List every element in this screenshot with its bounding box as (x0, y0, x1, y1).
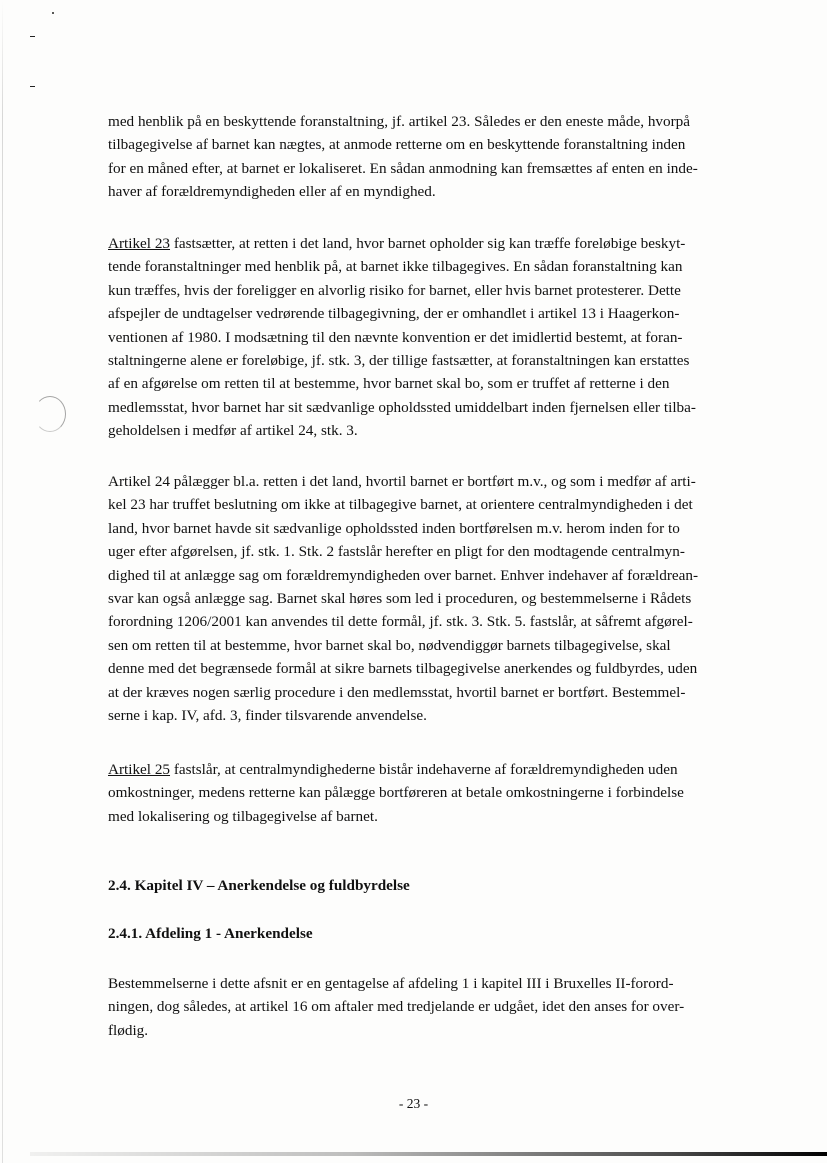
text-line: forordning 1206/2001 kan anvendes til dette formål, jf. stk. 3. Stk. 5. fastslår, at såfremt afgørel- (108, 613, 693, 631)
paragraph-artikel-24 (108, 470, 760, 727)
punch-hole-mark (34, 396, 66, 432)
page-number: - 23 - (398, 1096, 429, 1111)
text-line (108, 758, 760, 781)
paragraph-artikel-25 (108, 758, 760, 828)
text-line: uger efter afgørelsen, jf. stk. 1. Stk. 2 fastslår herefter en pligt for den modtagende centralmyn- (108, 543, 685, 561)
bottom-scan-edge (30, 1152, 827, 1156)
text-line (108, 232, 760, 255)
text-line: Artikel 24 pålægger bl.a. retten i det land, hvortil barnet er bortført m.v., og som i medfør af arti- (108, 473, 696, 490)
paragraph-artikel-23 (108, 232, 760, 443)
text-line: tilbagegivelse af barnet kan nægtes, at anmode retterne om en beskyttende foranstaltning inden (108, 136, 686, 154)
section-heading: 2.4. Kapitel IV – Anerkendelse og fuldbyrdelse (108, 877, 410, 894)
scan-edge (2, 0, 3, 1163)
scan-mark (30, 86, 35, 87)
text-fragment: fastsætter, at retten i det land, hvor barnet opholder sig kan træffe foreløbige beskyt- (170, 235, 686, 252)
scan-mark (30, 36, 35, 37)
text-line: flødig. (108, 1021, 149, 1039)
text-line: denne med det begrænsede formål at sikre barnets tilbagegivelse anerkendes og fuldbyrdes, uden (108, 660, 698, 678)
paragraph-anerkendelse (108, 972, 760, 1042)
article-reference: Artikel 25 (108, 761, 171, 778)
text-line: for en måned efter, at barnet er lokaliseret. En sådan anmodning kan fremsættes af enten en inde- (108, 159, 698, 177)
text-line: med lokalisering og tilbagegivelse af barnet. (108, 807, 378, 825)
text-line: land, hvor barnet havde sit sædvanlige opholdssted inden bortførelsen m.v. herom inden for to (108, 519, 680, 537)
text-line: staltningerne alene er foreløbige, jf. stk. 3, der tillige fastsætter, at foranstaltningen kan erstattes (108, 352, 690, 370)
text-line: haver af forældremyndigheden eller af en myndighed. (108, 183, 436, 201)
text-line: ningen, dog således, at artikel 16 om aftaler med tredjelande er udgået, idet den anses for over- (108, 998, 685, 1016)
article-reference: Artikel 23 (108, 235, 171, 252)
text-line: serne i kap. IV, afd. 3, finder tilsvarende anvendelse. (108, 707, 427, 725)
scan-mark (52, 12, 54, 14)
subsection-heading: 2.4.1. Afdeling 1 - Anerkendelse (108, 925, 313, 942)
text-line: afspejler de undtagelser vedrørende tilbagegivning, der er omhandlet i artikel 13 i Haagerkon- (108, 305, 680, 323)
text-line: af en afgørelse om retten til at bestemme, hvor barnet skal bo, som er truffet af retterne i den (108, 375, 670, 393)
text-line: omkostninger, medens retterne kan pålægge bortføreren at betale omkostningerne i forbindelse (108, 784, 684, 802)
text-line: geholdelsen i medfør af artikel 24, stk. 3. (108, 422, 358, 440)
text-line: medlemsstat, hvor barnet har sit sædvanlige opholdssted umiddelbart inden fjernelsen eller tilba- (108, 398, 696, 416)
paragraph-1 (108, 110, 760, 204)
text-line: at der kræves nogen særlig procedure i den medlemsstat, hvortil barnet er bortført. Bestemmel- (108, 683, 686, 701)
text-line: tende foranstaltninger med henblik på, at barnet ikke tilbagegives. En sådan foranstaltning kan (108, 258, 683, 276)
text-line: kel 23 har truffet beslutning om ikke at tilbagegive barnet, at orientere centralmyndigheden i det (108, 496, 693, 514)
text-line: dighed til at anlægge sag om forældremyndigheden over barnet. Enhver indehaver af forældrean- (108, 566, 699, 584)
text-line: med henblik på en beskyttende foranstaltning, jf. artikel 23. Således er den eneste måde, hvorpå (108, 113, 690, 130)
text-line: ventionen af 1980. I modsætning til den nævnte konvention er det imidlertid bestemt, at foran- (108, 328, 683, 346)
text-line: Bestemmelserne i dette afsnit er en gentagelse af afdeling 1 i kapitel III i Bruxelles II-forord- (108, 975, 674, 992)
text-line: sen om retten til at bestemme, hvor barnet skal bo, nødvendiggør barnets tilbagegivelse, skal (108, 636, 671, 654)
text-fragment: fastslår, at centralmyndighederne bistår indehaverne af forældremyndigheden uden (170, 761, 678, 778)
text-line: kun træffes, hvis der foreligger en alvorlig risiko for barnet, eller hvis barnet protesterer. Dette (108, 281, 681, 299)
text-line: svar kan også anlægge sag. Barnet skal høres som led i proceduren, og bestemmelserne i Rådets (108, 590, 692, 608)
